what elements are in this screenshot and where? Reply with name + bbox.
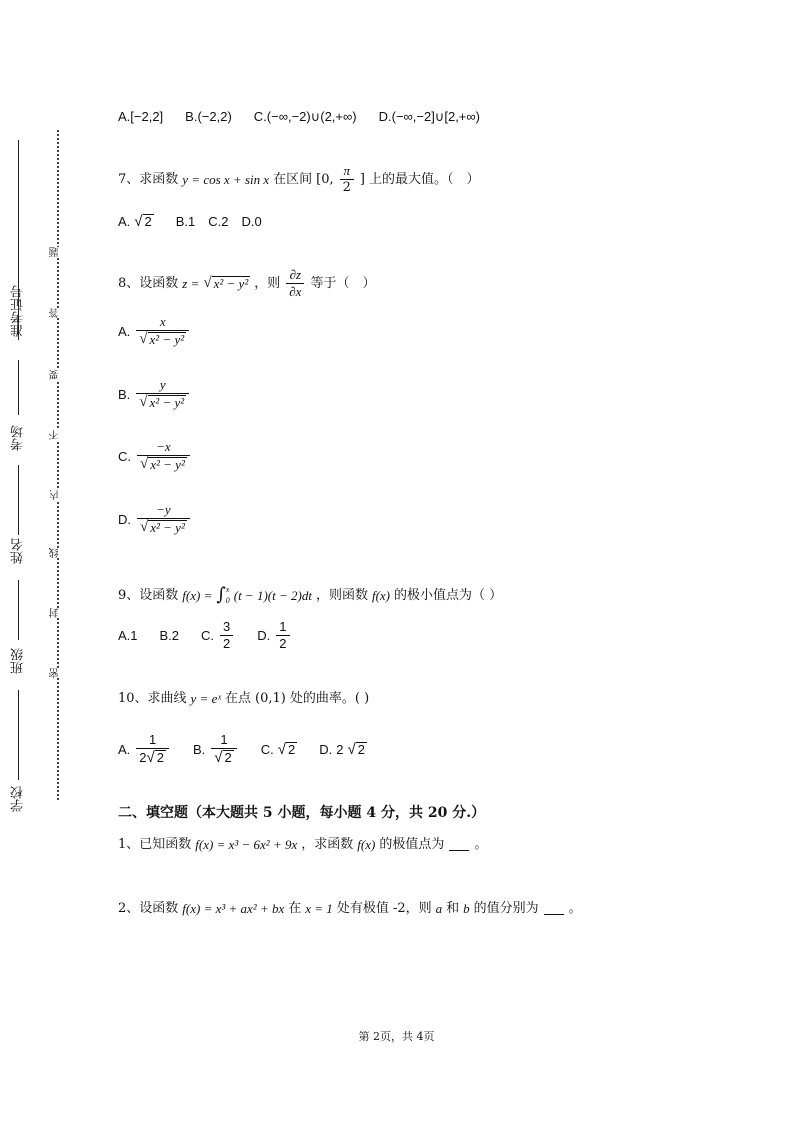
fill-2-answer-blank[interactable] (544, 903, 564, 915)
fill-2-b: b (463, 901, 470, 916)
q8-option-d-label: D. (118, 511, 131, 527)
fill-1-answer-blank[interactable] (449, 839, 469, 851)
q8-partial (286, 268, 304, 300)
q9-option-a: A.1 (118, 628, 138, 644)
q7-interval-close: ] (359, 172, 365, 188)
q10-option-b-den-radicand: 2 (224, 749, 232, 765)
seal-char-6: 线 (50, 548, 61, 558)
q9-int-lower: 0 (225, 596, 230, 606)
q8-option-b-num: y (159, 377, 166, 392)
q10-option-b-num: 1 (220, 732, 228, 747)
q10-option-a-den-radicand: 2 (156, 749, 164, 765)
q7-expression: y = cos x + sin x (182, 172, 270, 188)
q10-option-a-den-coef: 2 (139, 749, 147, 765)
q7-mid: 在区间 (273, 172, 313, 188)
q10-question (118, 692, 369, 705)
margin-label-name: 姓名 (11, 538, 26, 564)
q9-integral (216, 584, 229, 606)
q10-mid: 在点 (225, 691, 252, 706)
fill-2-a: a (435, 901, 443, 916)
q9-options (118, 620, 292, 652)
q6-option-d: D.(−∞,−2]∪[2,+∞) (378, 109, 481, 124)
q10-suffix: 处的曲率。( ) (289, 691, 370, 706)
q10-point: (0,1) (255, 691, 286, 706)
q8-dx: ∂x (286, 283, 304, 300)
q8-option-b-frac: y √ x² − y² (136, 378, 189, 411)
fill-2-suffix: 的值分别为 (473, 901, 539, 916)
fill-2-prefix: 2、设函数 (118, 901, 179, 916)
q7-two: 2 (340, 179, 354, 196)
margin-line-2 (18, 360, 19, 415)
q6-option-b: B.(−2,2) (185, 109, 232, 124)
q9-int-upper: x (225, 585, 230, 594)
q10-option-c-label: C. (260, 741, 274, 757)
q9-option-d-num: 1 (279, 619, 287, 634)
q8-option-c-frac: −x √ x² − y² (137, 440, 190, 473)
q8-question (118, 268, 375, 300)
seal-char-5: 内 (50, 490, 61, 500)
q8-option-b-den: x² − y² (149, 394, 185, 410)
q8-prefix: 8、设函数 (118, 276, 179, 292)
margin-line-4 (18, 580, 19, 640)
margin-line-3 (18, 465, 19, 535)
q9-fx2: f(x) (371, 587, 390, 603)
q10-option-c-sqrt: √ 2 (277, 740, 296, 758)
q8-z: z = (182, 276, 200, 292)
q10-option-d-coef: 2 (336, 741, 344, 757)
q8-option-d-num: −y (156, 502, 171, 517)
q9-option-c-den: 2 (220, 635, 233, 652)
q10-prefix: 10、求曲线 (118, 691, 187, 706)
q8-option-a-den: x² − y² (149, 331, 185, 347)
fill-2-mid: 在 (288, 901, 302, 916)
q7-pi-over-2 (340, 164, 354, 196)
q8-radicand: x² − y² (213, 276, 249, 292)
q8-suffix: 等于（ ） (310, 276, 376, 292)
seal-char-8: 密 (50, 668, 61, 678)
q9-int-sign: ∫ (216, 584, 226, 606)
q7-options (118, 214, 262, 229)
fill-2-and: 和 (446, 901, 460, 916)
fill-1-question (118, 838, 487, 851)
q8-option-d-frac: −y √ x² − y² (137, 503, 190, 536)
q8-option-c (118, 440, 192, 473)
fill-1-suffix: 的极值点为 (379, 837, 445, 852)
q7-suffix: 上的最大值。（ ） (369, 172, 480, 188)
seal-char-2: 答 (50, 308, 61, 318)
seal-char-7: 封 (50, 608, 61, 618)
q10-option-d-label: D. (319, 741, 333, 757)
q9-option-d-frac (276, 620, 289, 652)
q9-option-c-frac (220, 620, 233, 652)
q10-expression: y = eˣ (190, 691, 222, 706)
margin-line-5 (18, 690, 19, 780)
q8-then: ，则 (254, 276, 281, 292)
q9-fx: f(x) = (182, 587, 213, 603)
q7-question (118, 164, 480, 196)
q8-option-c-den: x² − y² (150, 456, 185, 472)
q9-integrand: (t − 1)(t − 2)dt (233, 587, 312, 603)
q7-interval-open: [0, (316, 172, 334, 188)
q9-question (118, 584, 502, 606)
q8-option-a-num: x (159, 314, 166, 329)
q8-option-b-label: B. (118, 386, 131, 402)
q7-pi: π (343, 163, 351, 178)
q7-options-bcd: B.1 C.2 D.0 (175, 214, 262, 229)
q9-prefix: 9、设函数 (118, 587, 179, 603)
q10-option-b-label: B. (193, 741, 206, 757)
q8-sqrt: √ x² − y² (203, 275, 249, 292)
q7-option-a: A. (118, 214, 131, 229)
seal-char-1: 题 (50, 247, 61, 257)
q7-option-a-radicand: 2 (144, 214, 152, 229)
q9-option-b: B.2 (159, 628, 180, 644)
q8-option-c-label: C. (118, 448, 131, 464)
q6-options (118, 110, 480, 123)
q9-option-c-num: 3 (223, 619, 231, 634)
margin-label-exam-room: 考场 (11, 425, 26, 451)
fill-2-period: 。 (568, 901, 582, 916)
q8-dz: ∂z (289, 267, 302, 282)
q8-option-a (118, 315, 191, 348)
fill-2-condition: x = 1 (305, 901, 333, 916)
seal-dotted-line (57, 130, 59, 800)
q7-prefix: 7、求函数 (118, 172, 179, 188)
q9-suffix: 的极小值点为（ ） (394, 587, 503, 603)
q10-option-a-num: 1 (149, 732, 157, 747)
q10-options (118, 733, 367, 766)
margin-label-exam-number: 准考证号 (11, 285, 26, 337)
q6-option-c: C.(−∞,−2)∪(2,+∞) (253, 109, 357, 124)
q8-option-c-num: −x (156, 439, 171, 454)
q10-option-b-frac: 1 √ 2 (211, 733, 236, 766)
q7-option-a-sqrt: √ 2 (134, 213, 152, 230)
q8-option-b (118, 378, 191, 411)
fill-1-fx: f(x) (357, 837, 376, 852)
fill-2-question (118, 902, 582, 915)
margin-label-school: 学校 (11, 786, 26, 812)
fill-1-expression: f(x) = x³ − 6x² + 9x (195, 837, 298, 852)
q10-option-a-label: A. (118, 741, 131, 757)
q10-option-d-sqrt: √ 2 (347, 740, 365, 758)
seal-char-4: 不 (50, 430, 61, 440)
q9-mid: ，则函数 (315, 587, 368, 603)
fill-1-prefix: 1、已知函数 (118, 837, 192, 852)
fill-1-period: 。 (474, 837, 488, 852)
q9-option-c-label: C. (201, 628, 215, 644)
q6-option-a: A.[−2,2] (118, 109, 164, 124)
q9-option-d-den: 2 (276, 635, 289, 652)
q9-option-d-label: D. (257, 628, 271, 644)
section-2-heading: 二、填空题（本大题共 5 小题，每小题 4 分，共 20 分.） (118, 805, 486, 821)
q8-option-d-den: x² − y² (150, 519, 185, 535)
page-footer: 第 2页，共 4页 (358, 1030, 435, 1043)
fill-2-expression: f(x) = x³ + ax² + bx (182, 901, 285, 916)
fill-1-mid: ，求函数 (301, 837, 354, 852)
q8-option-a-frac: x √ x² − y² (136, 315, 189, 348)
q10-option-d-radicand: 2 (357, 741, 365, 757)
seal-char-3: 要 (50, 370, 61, 380)
margin-label-class: 班级 (11, 648, 26, 674)
fill-2-mid2: 处有极值 -2，则 (336, 901, 432, 916)
q10-option-c-radicand: 2 (288, 741, 296, 757)
q8-option-d (118, 503, 192, 536)
q10-option-a-frac: 1 2 √ 2 (136, 733, 169, 766)
q8-option-a-label: A. (118, 323, 131, 339)
